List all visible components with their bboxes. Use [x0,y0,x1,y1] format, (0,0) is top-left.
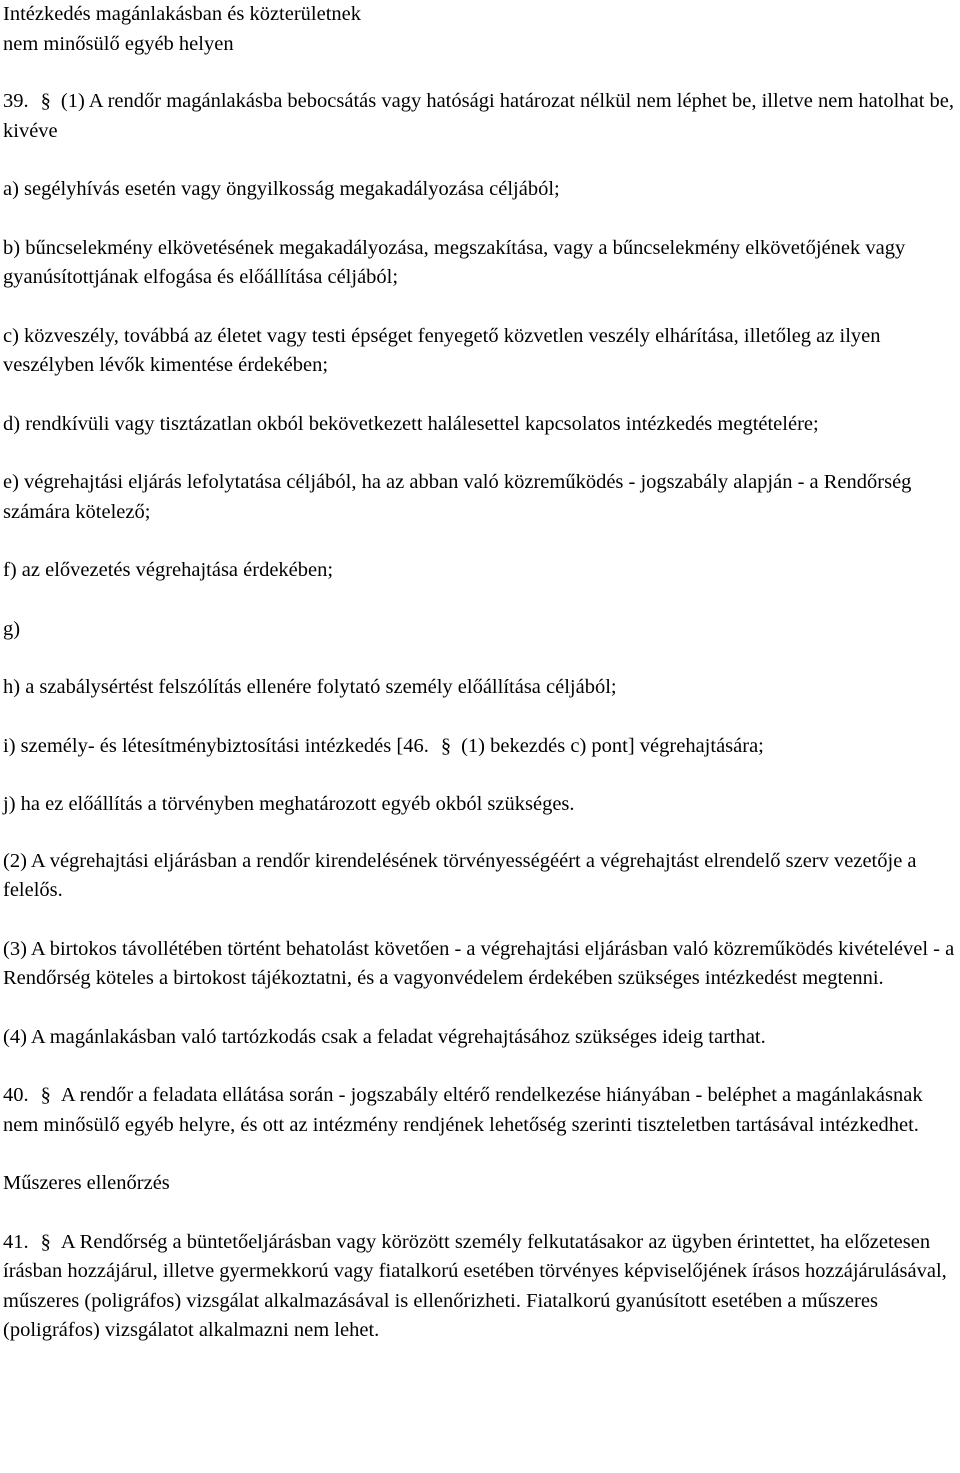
list-item-f: f) az elővezetés végrehajtása érdekében; [3,559,334,581]
list-item-c: c) közveszély, továbbá az életet vagy testi épséget fenyegető közvetlen veszély elhárítása, illetőleg az ilyen veszélyben lévők kimentése érdekében; [3,324,881,376]
paragraph-text: (1) A rendőr magánlakásba bebocsátás vagy hatósági határozat nélkül nem léphet be, illetve nem hatolhat be, kivéve [3,90,955,142]
section-39-paragraph-1 [3,87,958,146]
list-item-b: b) bűncselekmény elkövetésének megakadályozása, megszakítása, vagy a bűncselekmény elkövetőjének vagy gyanúsítottjának elfogása és előállítása céljából; [3,236,906,288]
list-item-i [3,732,958,762]
section-40-paragraph [3,1081,958,1140]
section-39-paragraph-4: (4) A magánlakásban való tartózkodás csak a feladat végrehajtásához szükséges ideig tarthat. [3,1025,766,1048]
paragraph-text: A rendőr a feladata ellátása során - jogszabály eltérő rendelkezése hiányában - beléphet a magánlakásnak nem minősülő egyéb helyre, és ott az intézmény rendjének lehetőség szerinti tiszteletben tartásával intézkedhet. [3,1084,923,1136]
list-item-i-text-2: (1) bekezdés c) pont] végrehajtására; [461,734,764,757]
list-item-e: e) végrehajtási eljárás lefolytatása céljából, ha az abban való közreműködés - jogszabály alapján - a Rendőrség számára kötelező; [3,471,912,523]
paragraph-text: A Rendőrség a büntetőeljárásban vagy körözött személy felkutatásakor az ügyben érintettet, ha előzetesen írásban hozzájárul, illetve gyermekkorú vagy fiatalkorú esetében törvényes képviselőjének írásos hozzájárulásával, műszeres (poligráfos) vizsgálat alkalmazásával is ellenőrizheti. Fiatalkorú gyanúsított esetében a műszeres (poligráfos) vizsgálatot alkalmazni nem lehet. [3,1230,947,1341]
section-sign: § [40,1084,51,1106]
section-39-paragraph-2: (2) A végrehajtási eljárásban a rendőr kirendelésének törvényességéért a végrehajtást elrendelő szerv vezetője a felelős. [3,849,917,901]
list-item-d: d) rendkívüli vagy tisztázatlan okból bekövetkezett halálesettel kapcsolatos intézkedés megtételére; [3,412,819,435]
section-39-paragraph-3: (3) A birtokos távollétében történt behatolást követően - a végrehajtási eljárásban való közreműködés kivételével - a Rendőrség köteles a birtokost tájékoztatni, és a vagyonvédelem érdekében szükséges intézkedést megtenni. [3,937,955,989]
list-item-j: j) ha ez előállítás a törvényben meghatározott egyéb okból szükséges. [3,793,575,815]
section-sign: § [40,1230,51,1253]
heading-line-1: Intézkedés magánlakásban és közterületnek [3,3,362,25]
section-sign: § [40,90,51,112]
section-number: 41. [3,1230,29,1253]
heading-line-2: nem minősülő egyéb helyen [3,32,234,55]
section-heading [3,0,958,59]
list-item-a: a) segélyhívás esetén vagy öngyilkosság megakadályozása céljából; [3,178,560,200]
list-item-g: g) [3,617,21,640]
section-41-paragraph [3,1228,958,1346]
document-page [3,0,958,1375]
section-number: 40. [3,1084,29,1106]
list-item-i-text-1: i) személy- és létesítménybiztosítási intézkedés [46. [3,734,429,757]
section-sign: § [440,734,452,757]
list-item-h: h) a szabálysértést felszólítás ellenére folytató személy előállítása céljából; [3,676,617,698]
section-number: 39. [3,90,29,112]
subsection-heading: Műszeres ellenőrzés [3,1172,170,1194]
